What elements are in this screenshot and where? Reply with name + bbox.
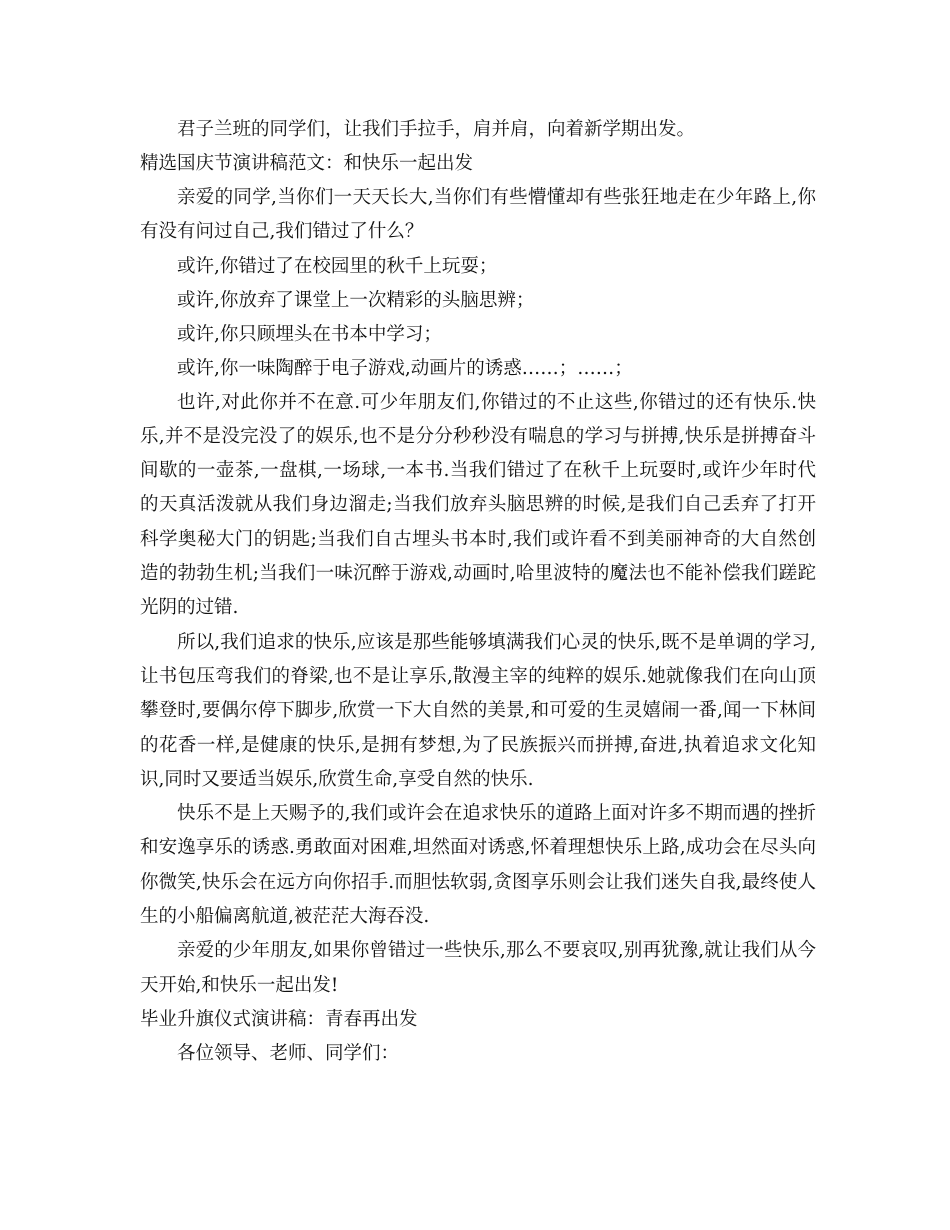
paragraph-intro: 亲爱的同学,当你们一天天长大,当你们有些懵懂却有些张狂地走在少年路上,你有没有问过自己,我们错过了什么？ xyxy=(140,187,816,243)
paragraph-maybe-swing: 或许,你错过了在校园里的秋千上玩耍； xyxy=(177,255,498,277)
article-title-graduation: 毕业升旗仪式演讲稿：青春再出发 xyxy=(140,1008,418,1030)
paragraph-maybe-debate: 或许,你放弃了课堂上一次精彩的头脑思辨； xyxy=(177,289,535,311)
paragraph-salutation: 各位领导、老师、同学们： xyxy=(177,1042,400,1064)
paragraph-maybe-games: 或许,你一味陶醉于电子游戏,动画片的诱惑……；……； xyxy=(177,357,633,379)
paragraph-closing: 君子兰班的同学们，让我们手拉手，肩并肩，向着新学期出发。 xyxy=(177,119,696,140)
paragraph-conclusion: 亲爱的少年朋友,如果你曾错过一些快乐,那么不要哀叹,别再犹豫,就让我们从今天开始,和快乐一起出发! xyxy=(140,940,816,996)
document-page xyxy=(140,113,816,1071)
paragraph-pursuit: 所以,我们追求的快乐,应该是那些能够填满我们心灵的快乐,既不是单调的学习,让书包压弯我们的脊梁,也不是让享乐,散漫主宰的纯粹的娱乐.她就像我们在向山顶攀登时,要偶尔停下脚步,欣赏一下大自然的美景,和可爱的生灵嬉闹一番,闻一下林间的花香一样,是健康的快乐,是拥有梦想,为了民族振兴而拼搏,奋进,执着追求文化知识,同时又要适当娱乐,欣赏生命,享受自然的快乐. xyxy=(140,631,816,790)
paragraph-missed-happiness: 也许,对此你并不在意.可少年朋友们,你错过的不止这些,你错过的还有快乐.快乐,并不是没完没了的娱乐,也不是分分秒秒没有喘息的学习与拼搏,快乐是拼搏奋斗间歇的一壶茶,一盘棋,一场球,一本书.当我们错过了在秋千上玩耍时,或许少年时代的天真活泼就从我们身边溜走;当我们放弃头脑思辨的时候,是我们自己丢弃了打开科学奥秘大门的钥匙;当我们自古埋头书本时,我们或许看不到美丽神奇的大自然创造的勃勃生机;当我们一味沉醉于游戏,动画时,哈里波特的魔法也不能补偿我们蹉跎光阴的过错. xyxy=(140,391,816,619)
article-title-national-day: 精选国庆节演讲稿范文：和快乐一起出发 xyxy=(140,153,474,174)
paragraph-not-gift: 快乐不是上天赐予的,我们或许会在追求快乐的道路上面对许多不期而遇的挫折和安逸享乐的诱惑.勇敢面对困难,坦然面对诱惑,怀着理想快乐上路,成功会在尽头向你微笑,快乐会在远方向你招手.而胆怯软弱,贪图享乐则会让我们迷失自我,最终使人生的小船偏离航道,被茫茫大海吞没. xyxy=(140,803,816,928)
paragraph-maybe-study: 或许,你只顾埋头在书本中学习； xyxy=(177,323,442,345)
